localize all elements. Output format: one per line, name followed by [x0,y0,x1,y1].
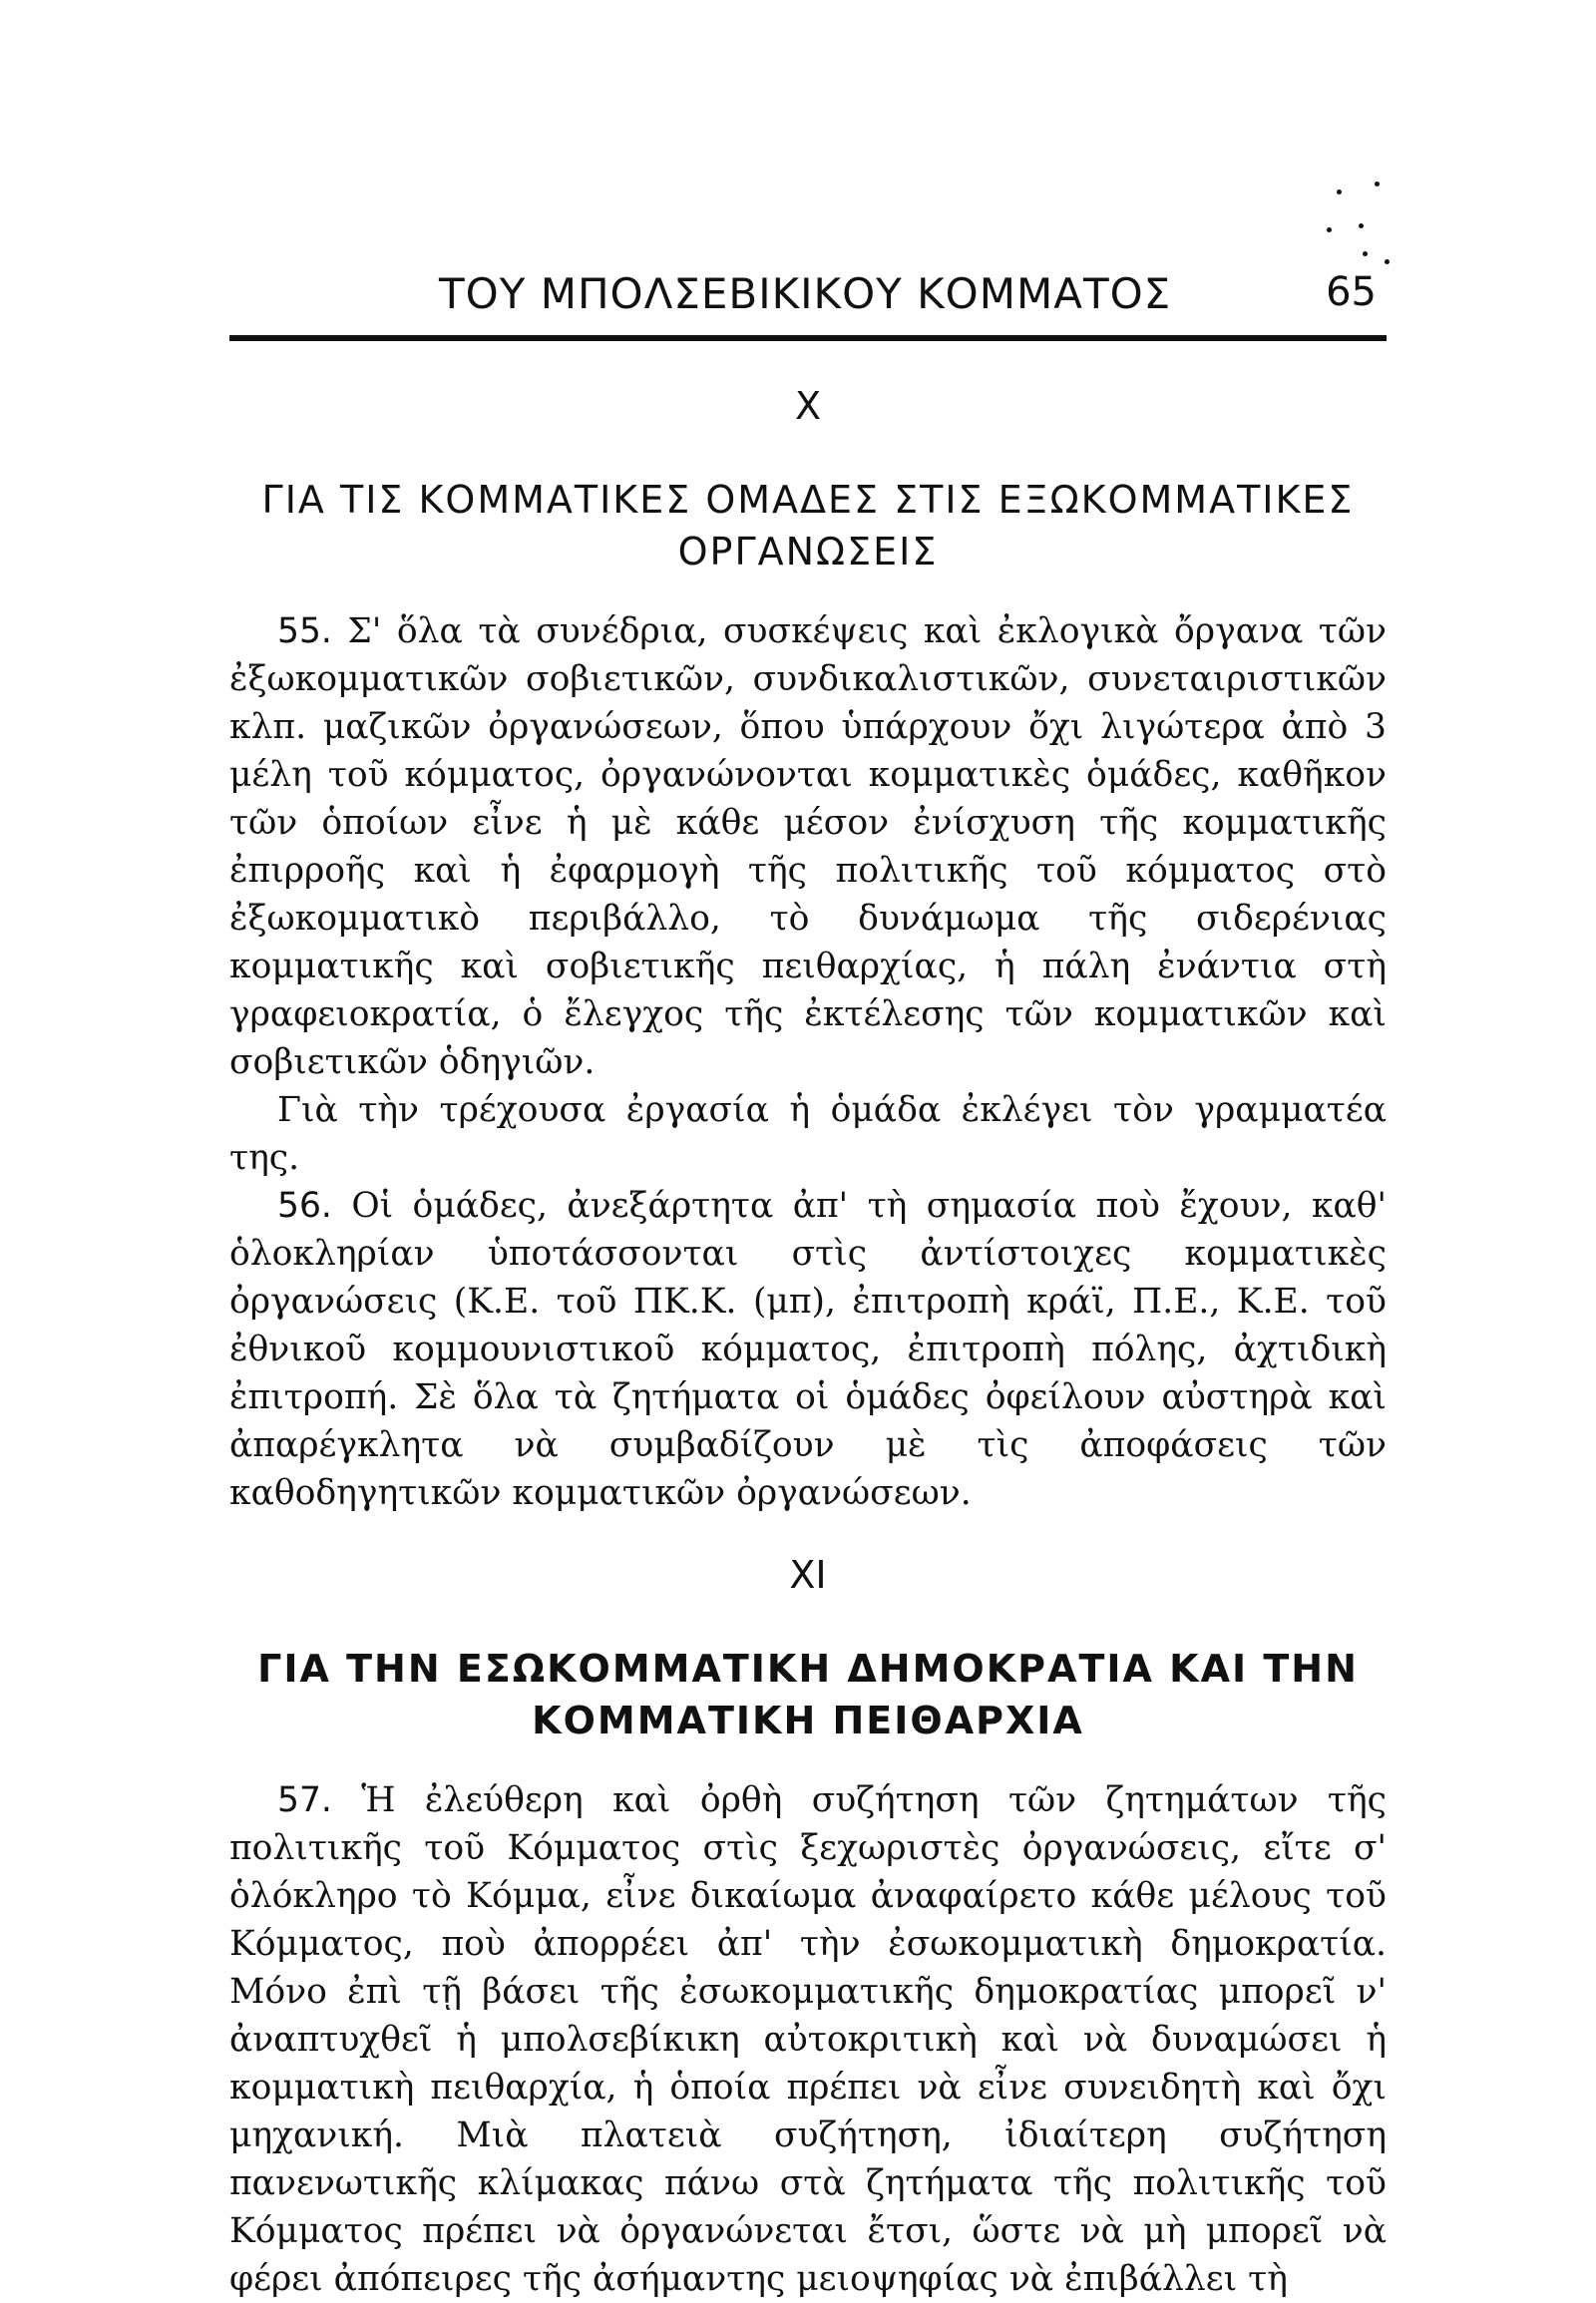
paragraph-55-continued [229,1086,1387,1182]
section-heading: ΓΙΑ ΤΙΣ ΚΟΜΜΑΤΙΚΕΣ ΟΜΑΔΕΣ ΣΤΙΣ ΕΞΩΚΟΜΜΑΤΙΚΕΣ ΟΡΓΑΝΩΣΕΙΣ [261,478,1355,574]
section-numeral: ΧΙ [789,1553,827,1597]
section-numeral: Χ [794,384,822,428]
section-x [229,384,1387,1517]
paragraph-text: Σ' ὅλα τὰ συνέδρια, συσκέψεις καὶ ἐκλογικὰ ὄργανα τῶν ἐξωκομματικῶν σοβιετικῶν, συνδικαλιστικῶν, συνεταιριστικῶν κλπ. μαζικῶν ὀργανώσεων, ὅπου ὑπάρχουν ὄχι λιγώτερα ἀπὸ 3 μέλη τοῦ κόμματος, ὀργανώνονται κομματικὲς ὁμάδες, καθῆκον τῶν ὁποίων εἶνε ἡ μὲ κάθε μέσον ἐνίσχυση τῆς κομματικῆς ἐπιρροῆς καὶ ἡ ἐφαρμογὴ τῆς πολιτικῆς τοῦ κόμματος στὸ ἐξωκομματικὸ περιβάλλο, τὸ δυνάμωμα τῆς σιδερένιας κομματικῆς καὶ σοβιετικῆς πειθαρχίας, ἡ πάλη ἐνάντια στὴ γραφειοκρατία, ὁ ἔλεγχος τῆς ἐκτέλεσης τῶν κομματικῶν καὶ σοβιετικῶν ὁδηγιῶν. [229,611,1387,1082]
paragraph-number: 56. [277,1186,332,1226]
section-heading: ΓΙΑ ΤΗΝ ΕΣΩΚΟΜΜΑΤΙΚΗ ΔΗΜΟΚΡΑΤΙΑ ΚΑΙ ΤΗΝ ΚΟΜΜΑΤΙΚΗ ΠΕΙΘΑΡΧΙΑ [257,1647,1359,1742]
paragraph-number: 57. [277,1780,332,1820]
paragraph-55 [229,607,1387,1086]
section-xi [229,1553,1387,2303]
print-specks [1297,180,1396,269]
paragraph-text: Γιὰ τὴν τρέχουσα ἐργασία ἡ ὁμάδα ἐκλέγει τὸν γραμματέα της. [229,1090,1387,1178]
paragraph-number: 55. [277,611,332,651]
running-header [229,261,1387,321]
paragraph-text: Οἱ ὁμάδες, ἀνεξάρτητα ἀπ' τὴ σημασία ποὺ ἔχουν, καθ' ὁλοκληρίαν ὑποτάσσονται στὶς ἀντίστοιχες κομματικὲς ὀργανώσεις (Κ.Ε. τοῦ ΠΚ.Κ. (μπ), ἐπιτροπὴ κράϊ, Π.Ε., Κ.Ε. τοῦ ἐθνικοῦ κομμουνιστικοῦ κόμματος, ἐπιτροπὴ πόλης, ἀχτιδικὴ ἐπιτροπή. Σὲ ὅλα τὰ ζητήματα οἱ ὁμάδες ὀφείλουν αὐστηρὰ καὶ ἀπαρέγκλητα νὰ συμβαδίζουν μὲ τὶς ἀποφάσεις τῶν καθοδηγητικῶν κομματικῶν ὀργανώσεων. [229,1186,1387,1513]
paragraph-56 [229,1182,1387,1517]
running-title: ΤΟΥ ΜΠΟΛΣΕΒΙΚΙΚΟΥ ΚΟΜΜΑΤΟΣ [439,269,1172,318]
page-number: 65 [1326,269,1377,315]
paragraph-text: Ἡ ἐλεύθερη καὶ ὀρθὴ συζήτηση τῶν ζητημάτων τῆς πολιτικῆς τοῦ Κόμματος στὶς ξεχωριστὲς ὀργανώσεις, εἴτε σ' ὁλόκληρο τὸ Κόμμα, εἶνε δικαίωμα ἀναφαίρετο κάθε μέλους τοῦ Κόμματος, ποὺ ἀπορρέει ἀπ' τὴν ἐσωκομματικὴ δημοκρατία. Μόνο ἐπὶ τῇ βάσει τῆς ἐσωκομματικῆς δημοκρατίας μπορεῖ ν' ἀναπτυχθεῖ ἡ μπολσεβίκικη αὐτοκριτικὴ καὶ νὰ δυναμώσει ἡ κομματικὴ πειθαρχία, ἡ ὁποία πρέπει νὰ εἶνε συνειδητὴ καὶ ὄχι μηχανική. Μιὰ πλατειὰ συζήτηση, ἰδιαίτερη συζήτηση πανενωτικῆς κλίμακας πάνω στὰ ζητήματα τῆς πολιτικῆς τοῦ Κόμματος πρέπει νὰ ὀργανώνεται ἔτσι, ὥστε νὰ μὴ μπορεῖ νὰ φέρει ἀπόπειρες τῆς ἀσήμαντης μειοψηφίας νὰ ἐπιβάλλει τὴ [229,1780,1388,2299]
header-rule [229,335,1387,341]
text-column [229,384,1387,2303]
paragraph-57 [229,1776,1387,2303]
